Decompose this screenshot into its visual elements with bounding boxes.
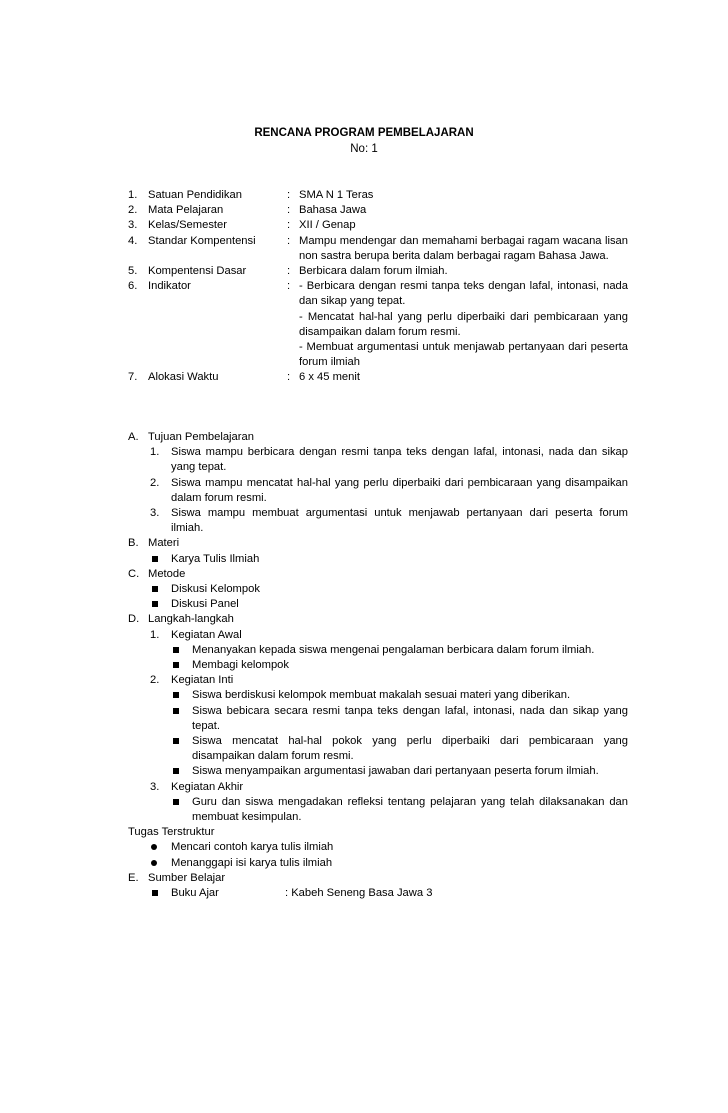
document-title: RENCANA PROGRAM PEMBELAJARAN — [254, 127, 474, 139]
identity-row — [128, 218, 628, 233]
list-item — [128, 445, 628, 475]
identity-value: Berbicara dalam forum ilmiah. — [299, 265, 448, 278]
section-e-heading — [128, 871, 628, 886]
identity-row — [128, 188, 628, 203]
square-bullet-icon — [173, 734, 179, 749]
step-number: 3. — [150, 780, 160, 793]
identity-number: 6. — [128, 280, 138, 293]
identity-label: Satuan Pendidikan — [148, 189, 242, 201]
step-number: 2. — [150, 674, 160, 687]
step-heading — [128, 673, 628, 688]
identity-number: 1. — [128, 189, 138, 201]
section-a-heading — [128, 430, 628, 445]
list-item — [128, 704, 628, 734]
identity-number: 5. — [128, 265, 138, 278]
tugas-heading — [128, 825, 628, 840]
identity-label: Mata Pelajaran — [148, 204, 224, 217]
section-letter: A. — [128, 431, 139, 443]
identity-value: Mampu mendengar dan memahami berbagai ragam wacana lisan non sastra berupa berita dalam berbagai ragam Bahasa Jawa. — [299, 234, 628, 262]
square-bullet-icon — [152, 597, 158, 612]
section-title: Sumber Belajar — [148, 871, 226, 884]
item-text: Guru dan siswa mengadakan refleksi tentang pelajaran yang telah dilaksanakan dan membuat kesimpulan. — [192, 795, 628, 824]
identity-list — [128, 188, 628, 386]
section-b-heading — [128, 536, 628, 551]
identity-number: 2. — [128, 204, 138, 217]
step-title: Kegiatan Inti — [171, 674, 234, 687]
identity-colon: : — [287, 219, 291, 232]
list-item — [128, 734, 628, 764]
indicator-item: - Mencatat hal-hal yang perlu diperbaiki dari pembicaraan yang disampaikan dalam forum resmi. — [299, 310, 628, 338]
square-bullet-icon — [152, 552, 158, 567]
step-title: Kegiatan Akhir — [171, 780, 244, 793]
identity-value: XII / Genap — [299, 219, 356, 232]
square-bullet-icon — [173, 704, 179, 719]
list-item — [128, 840, 628, 855]
item-number: 2. — [150, 476, 160, 489]
square-bullet-icon — [173, 643, 179, 658]
square-bullet-icon — [152, 582, 158, 597]
square-bullet-icon — [173, 688, 179, 703]
identity-row — [128, 279, 628, 370]
list-item — [128, 658, 628, 673]
section-letter: B. — [128, 537, 139, 550]
square-bullet-icon — [173, 658, 179, 673]
square-bullet-icon — [173, 795, 179, 810]
round-bullet-icon — [151, 856, 157, 871]
list-item — [128, 476, 628, 506]
identity-label: Kelas/Semester — [148, 219, 227, 232]
section-title: Tugas Terstruktur — [128, 826, 215, 839]
list-item — [128, 597, 628, 612]
section-title: Metode — [148, 567, 186, 580]
identity-colon: : — [287, 280, 291, 293]
list-item — [128, 886, 628, 901]
square-bullet-icon — [152, 886, 158, 901]
identity-number: 7. — [128, 371, 138, 384]
step-heading — [128, 628, 628, 643]
identity-label: Alokasi Waktu — [148, 371, 219, 384]
section-title: Tujuan Pembelajaran — [148, 431, 254, 443]
identity-colon: : — [287, 204, 291, 217]
item-text: Membagi kelompok — [192, 659, 290, 672]
identity-value: 6 x 45 menit — [299, 371, 360, 384]
section-d-heading — [128, 612, 628, 627]
identity-label: Indikator — [148, 280, 191, 293]
item-text: Siswa mampu berbicara dengan resmi tanpa teks dengan lafal, intonasi, nada dan sikap yang tepat. — [171, 446, 628, 474]
source-label: Buku Ajar — [171, 887, 219, 900]
item-text: Siswa bebicara secara resmi tanpa teks dengan lafal, intonasi, nada dan sikap yang tepat. — [192, 704, 628, 732]
identity-number: 3. — [128, 219, 138, 232]
identity-row — [128, 234, 628, 264]
list-item — [128, 856, 628, 871]
document-number: No: 1 — [350, 143, 378, 155]
list-item — [128, 688, 628, 703]
list-item — [128, 552, 628, 567]
item-text: Siswa mampu membuat argumentasi untuk menjawab pertanyaan dari peserta forum ilmiah. — [171, 507, 628, 535]
document-body — [128, 430, 628, 901]
item-text: Karya Tulis Ilmiah — [171, 552, 260, 565]
identity-row — [128, 264, 628, 279]
identity-label: Standar Kompentensi — [148, 234, 256, 247]
identity-value: - Berbicara dengan resmi tanpa teks dengan lafal, intonasi, nada dan sikap yang tepat. — [299, 280, 628, 308]
section-title: Langkah-langkah — [148, 613, 234, 626]
identity-colon: : — [287, 189, 291, 201]
list-item — [128, 795, 628, 825]
item-text: Diskusi Kelompok — [171, 583, 260, 596]
step-heading — [128, 780, 628, 795]
round-bullet-icon — [151, 840, 157, 855]
item-text: Siswa berdiskusi kelompok membuat makalah sesuai materi yang diberikan. — [192, 689, 571, 702]
step-number: 1. — [150, 628, 160, 641]
identity-row — [128, 370, 628, 385]
item-text: Siswa mencatat hal-hal pokok yang perlu diperbaiki dari pembicaraan yang disampaikan dalam forum resmi. — [192, 735, 628, 763]
identity-value: SMA N 1 Teras — [299, 189, 374, 201]
section-letter: D. — [128, 613, 140, 626]
item-text: Siswa menyampaikan argumentasi jawaban dari pertanyaan peserta forum ilmiah. — [192, 765, 599, 778]
indicator-item: - Membuat argumentasi untuk menjawab pertanyaan dari peserta forum ilmiah — [299, 341, 628, 369]
identity-value: Bahasa Jawa — [299, 204, 367, 217]
step-title: Kegiatan Awal — [171, 628, 242, 641]
identity-colon: : — [287, 265, 291, 278]
item-number: 3. — [150, 507, 160, 520]
item-text: Menanggapi isi karya tulis ilmiah — [171, 856, 333, 869]
item-text: Siswa mampu mencatat hal-hal yang perlu diperbaiki dari pembicaraan yang disampaikan dalam forum resmi. — [171, 476, 628, 504]
item-text: Diskusi Panel — [171, 598, 239, 611]
section-letter: C. — [128, 567, 140, 580]
section-letter: E. — [128, 871, 139, 884]
list-item — [128, 643, 628, 658]
list-item — [128, 582, 628, 597]
source-value: : Kabeh Seneng Basa Jawa 3 — [285, 887, 433, 900]
identity-number: 4. — [128, 234, 138, 247]
square-bullet-icon — [173, 764, 179, 779]
list-item — [128, 506, 628, 536]
item-text: Menanyakan kepada siswa mengenai pengalaman berbicara dalam forum ilmiah. — [192, 643, 595, 656]
identity-colon: : — [287, 371, 291, 384]
identity-row — [128, 203, 628, 218]
item-number: 1. — [150, 446, 160, 459]
identity-label: Kompentensi Dasar — [148, 265, 247, 278]
item-text: Mencari contoh karya tulis ilmiah — [171, 841, 334, 854]
list-item — [128, 764, 628, 779]
section-title: Materi — [148, 537, 180, 550]
identity-colon: : — [287, 234, 291, 247]
section-c-heading — [128, 567, 628, 582]
